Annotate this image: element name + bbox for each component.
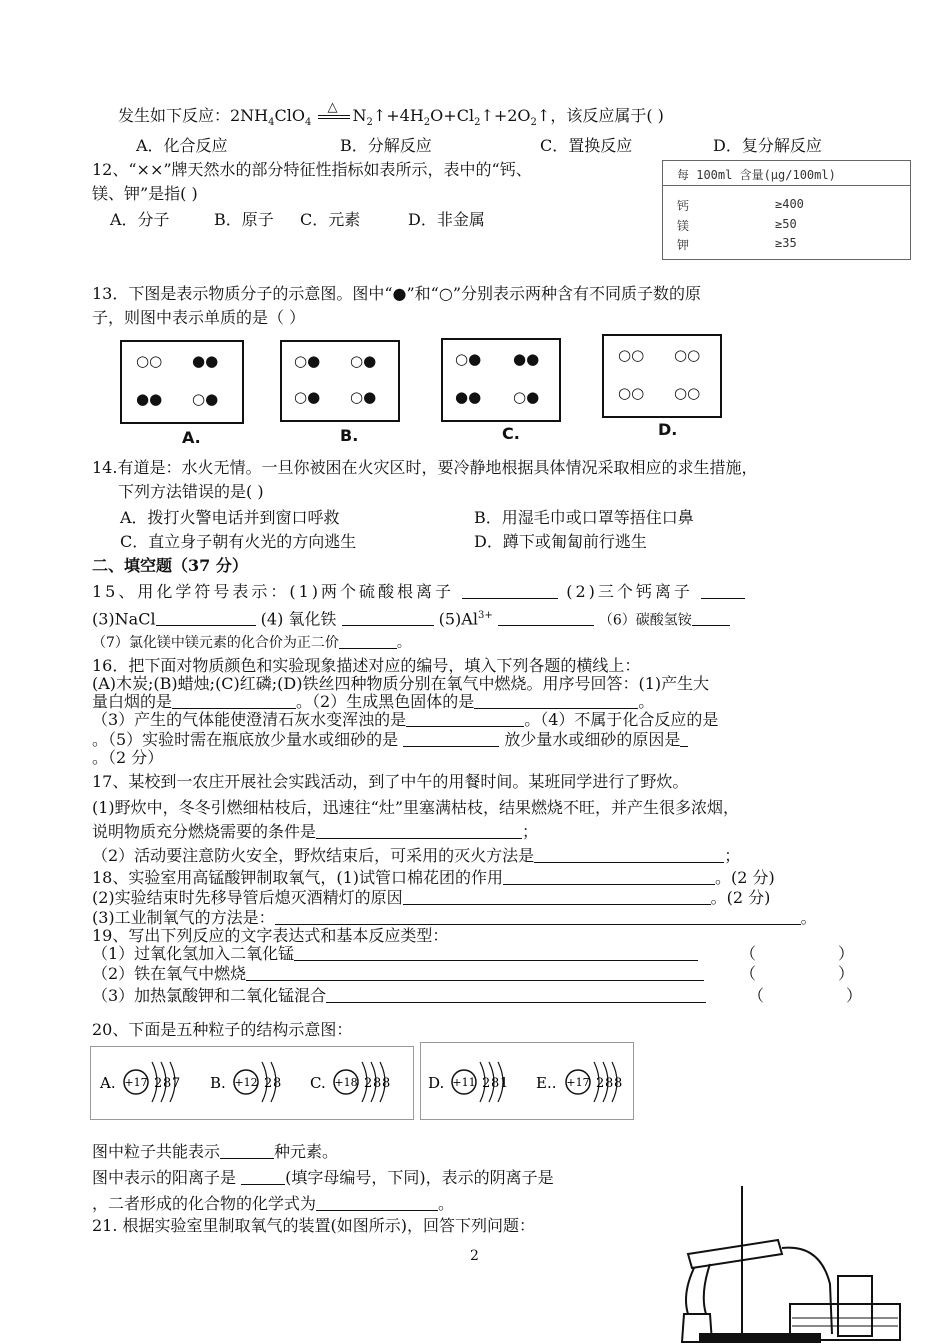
q18-line1: 18、实验室用高锰酸钾制取氧气，(1)试管口棉花团的作用 。(2 分) [92,868,775,887]
molecule-label-c: C. [502,424,520,443]
shell-electron-count: 8 [273,1076,282,1091]
molecule: ○● [350,388,377,406]
shell-electron-count: 1 [500,1076,509,1091]
molecule: ○● [513,388,540,406]
particle-label: A. [100,1074,116,1092]
shell-electron-count: 8 [491,1076,500,1091]
page-number: 2 [470,1248,479,1264]
shell-electron-count: 8 [163,1076,172,1091]
q20-line3: ，二者形成的化合物的化学式为 。 [92,1194,455,1213]
molecule: ●● [136,390,163,408]
q11-equation: 发生如下反应：$2NH_4ClO_4$ △ $N_2↑+4H_2O+Cl_2↑+2O_2↑$，该反应属于( ) [118,100,664,129]
particle-d [428,1062,508,1102]
q16-line5: 。（5）实验时需在瓶底放少量水或细砂的是 放少量水或细砂的原因是 [92,730,688,750]
molecule-label-a: A. [182,428,201,447]
q19-title: 19、写出下列反应的文字表达式和基本反应类型： [92,926,449,945]
q16-line1: 16．把下面对物质颜色和实验现象描述对应的编号，填入下列各题的横线上： [92,656,641,675]
molecule: ○○ [674,384,701,402]
q19-item-3: （3）加热氯酸钾和二氧化锰混合 [92,986,706,1006]
q14-option-d: D．蹲下或匍匐前行逃生 [474,532,647,551]
q14-stem-line1: 14.有道是：水火无情。一旦你被困在火灾区时，要冷静地根据具体情况采取相应的求生措施， [92,458,758,477]
shell-electron-count: 8 [382,1076,391,1091]
q16-line4: （3）产生的气体能使澄清石灰水变浑浊的是 。（4）不属于化合反应的是 [92,710,719,729]
molecule: ●● [513,350,540,368]
q11-option-b: B．分解反应 [340,136,432,155]
shell-electron-count: 7 [172,1076,181,1091]
molecule: ●● [455,388,482,406]
q13-stem-line2: 子，则图中表示单质的是（ ） [92,308,306,327]
q12-option-c: C．元素 [300,210,361,229]
q16-line6: 。（2 分） [92,748,164,767]
q19-paren-1-close: ） [838,944,855,963]
molecule: ○○ [618,346,645,364]
nucleus-charge: +17 [566,1076,590,1089]
mineral-content-table [662,160,911,260]
particle-label: D. [428,1074,445,1092]
q20-line1: 图中粒子共能表示 种元素。 [92,1142,339,1161]
q19-item-1: （1）过氧化氢加入二氧化锰 [92,944,698,964]
shell-electron-count: 2 [154,1076,163,1091]
q17-line3: 说明物质充分燃烧需要的条件是 ； [92,822,539,841]
reaction-condition-arrow: △ [316,106,352,124]
q14-option-a: A．拨打火警电话并到窗口呼救 [120,508,340,527]
q11-option-a: A．化合反应 [136,136,228,155]
molecule: ○○ [674,346,701,364]
q17-line1: 17、某校到一农庄开展社会实践活动，到了中午的用餐时间。某班同学进行了野炊。 [92,772,689,791]
q14-option-b: B．用湿毛巾或口罩等捂住口鼻 [474,508,694,527]
q16-line2: (A)木炭;(B)蜡烛;(C)红磷;(D)铁丝四种物质分别在氧气中燃烧。用序号回答：(1)产生大 [92,674,710,693]
q14-stem-line2: 下列方法错误的是( ) [118,482,264,501]
particle-e [536,1062,622,1102]
q12-stem-line1: 12、“××”牌天然水的部分特征性指标如表所示，表中的“钙、 [92,160,532,179]
table-row: 镁 ≥50 [677,217,797,233]
nucleus-charge: +18 [334,1076,358,1089]
q19-paren-3-close: ） [846,986,863,1005]
q19-paren-2-open: （ [740,964,757,983]
nucleus-charge: +11 [452,1076,476,1089]
q14-option-c: C．直立身子朝有火光的方向逃生 [120,532,357,551]
particle-label: C. [310,1074,326,1092]
q12-option-b: B．原子 [214,210,274,229]
q19-paren-1-open: （ [740,944,757,963]
molecule-label-b: B. [340,426,359,445]
particle-label: B. [210,1074,226,1092]
q12-stem-line2: 镁、钾”是指( ) [92,184,198,203]
molecule: ○● [455,350,482,368]
particle-label: E.. [536,1074,557,1092]
molecule-box-a [120,340,244,424]
q16-line3: 量白烟的是 。（2）生成黑色固体的是 。 [92,692,655,711]
table-row: 钾 ≥35 [677,236,797,252]
shell-electron-count: 2 [264,1076,273,1091]
q11-option-c: C．置换反应 [540,136,633,155]
molecule-box-b [280,340,400,422]
molecule: ○○ [618,384,645,402]
nucleus-charge: +17 [124,1076,148,1089]
shell-electron-count: 8 [605,1076,614,1091]
nucleus-charge: +12 [234,1076,258,1089]
q20-line2: 图中表示的阳离子是 (填字母编号，下同)，表示的阴离子是 [92,1168,554,1187]
q17-line2: (1)野炊中，冬冬引燃细枯枝后，迅速往“灶”里塞满枯枝，结果燃烧不旺，并产生很多浓烟， [92,798,740,817]
q19-item-2: （2）铁在氧气中燃烧 [92,964,704,984]
shell-electron-count: 8 [373,1076,382,1091]
q19-paren-3-open: （ [748,986,765,1005]
molecule: ○● [294,388,321,406]
shell-electron-count: 2 [482,1076,491,1091]
molecule-label-d: D. [658,420,678,439]
table-row: 钙 ≥400 [677,197,804,213]
molecule-box-d [602,334,722,418]
section-heading: 二、填空题（37 分） [92,556,248,575]
molecule: ○○ [136,352,163,370]
molecule: ○● [192,390,219,408]
q20-title: 20、下面是五种粒子的结构示意图： [92,1020,353,1039]
q15-line3: （7）氯化镁中镁元素的化合价为正二价 。 [92,632,411,653]
molecule: ●● [192,352,219,370]
shell-electron-count: 2 [364,1076,373,1091]
shell-electron-count: 8 [614,1076,623,1091]
shell-electron-count: 2 [596,1076,605,1091]
q15-line1: 15、用化学符号表示：(1)两个硫酸根离子 (2)三个钙离子 [92,582,745,602]
molecule: ○● [350,352,377,370]
particle-c [310,1062,390,1102]
molecule-box-c [441,338,561,422]
q19-paren-2-close: ） [838,964,855,983]
q21-title: 21. 根据实验室里制取氧气的装置(如图所示)，回答下列问题： [92,1216,536,1235]
q12-option-d: D．非金属 [408,210,485,229]
q18-line3: (3)工业制氧气的方法是： 。 [92,908,817,927]
q11-option-d: D．复分解反应 [713,136,822,155]
particle-b [210,1062,281,1102]
q17-line4: （2）活动要注意防火安全，野炊结束后，可采用的灭火方法是 ； [92,846,741,865]
table-header: 每 100ml 含量(μg/100ml) [663,161,910,186]
q13-stem-line1: 13．下图是表示物质分子的示意图。图中“●”和“○”分别表示两种含有不同质子数的原 [92,284,702,303]
molecule: ○● [294,352,321,370]
oxygen-apparatus-illustration [680,1184,910,1344]
q12-option-a: A．分子 [110,210,170,229]
q18-line2: (2)实验结束时先移导管后熄灭酒精灯的原因 。(2 分) [92,888,771,907]
particle-a [99,1062,180,1102]
q15-line2: (3)NaCl (4) 氧化铁 $(5)Al^{3+}$ （6）碳酸氢铵 [92,606,730,630]
